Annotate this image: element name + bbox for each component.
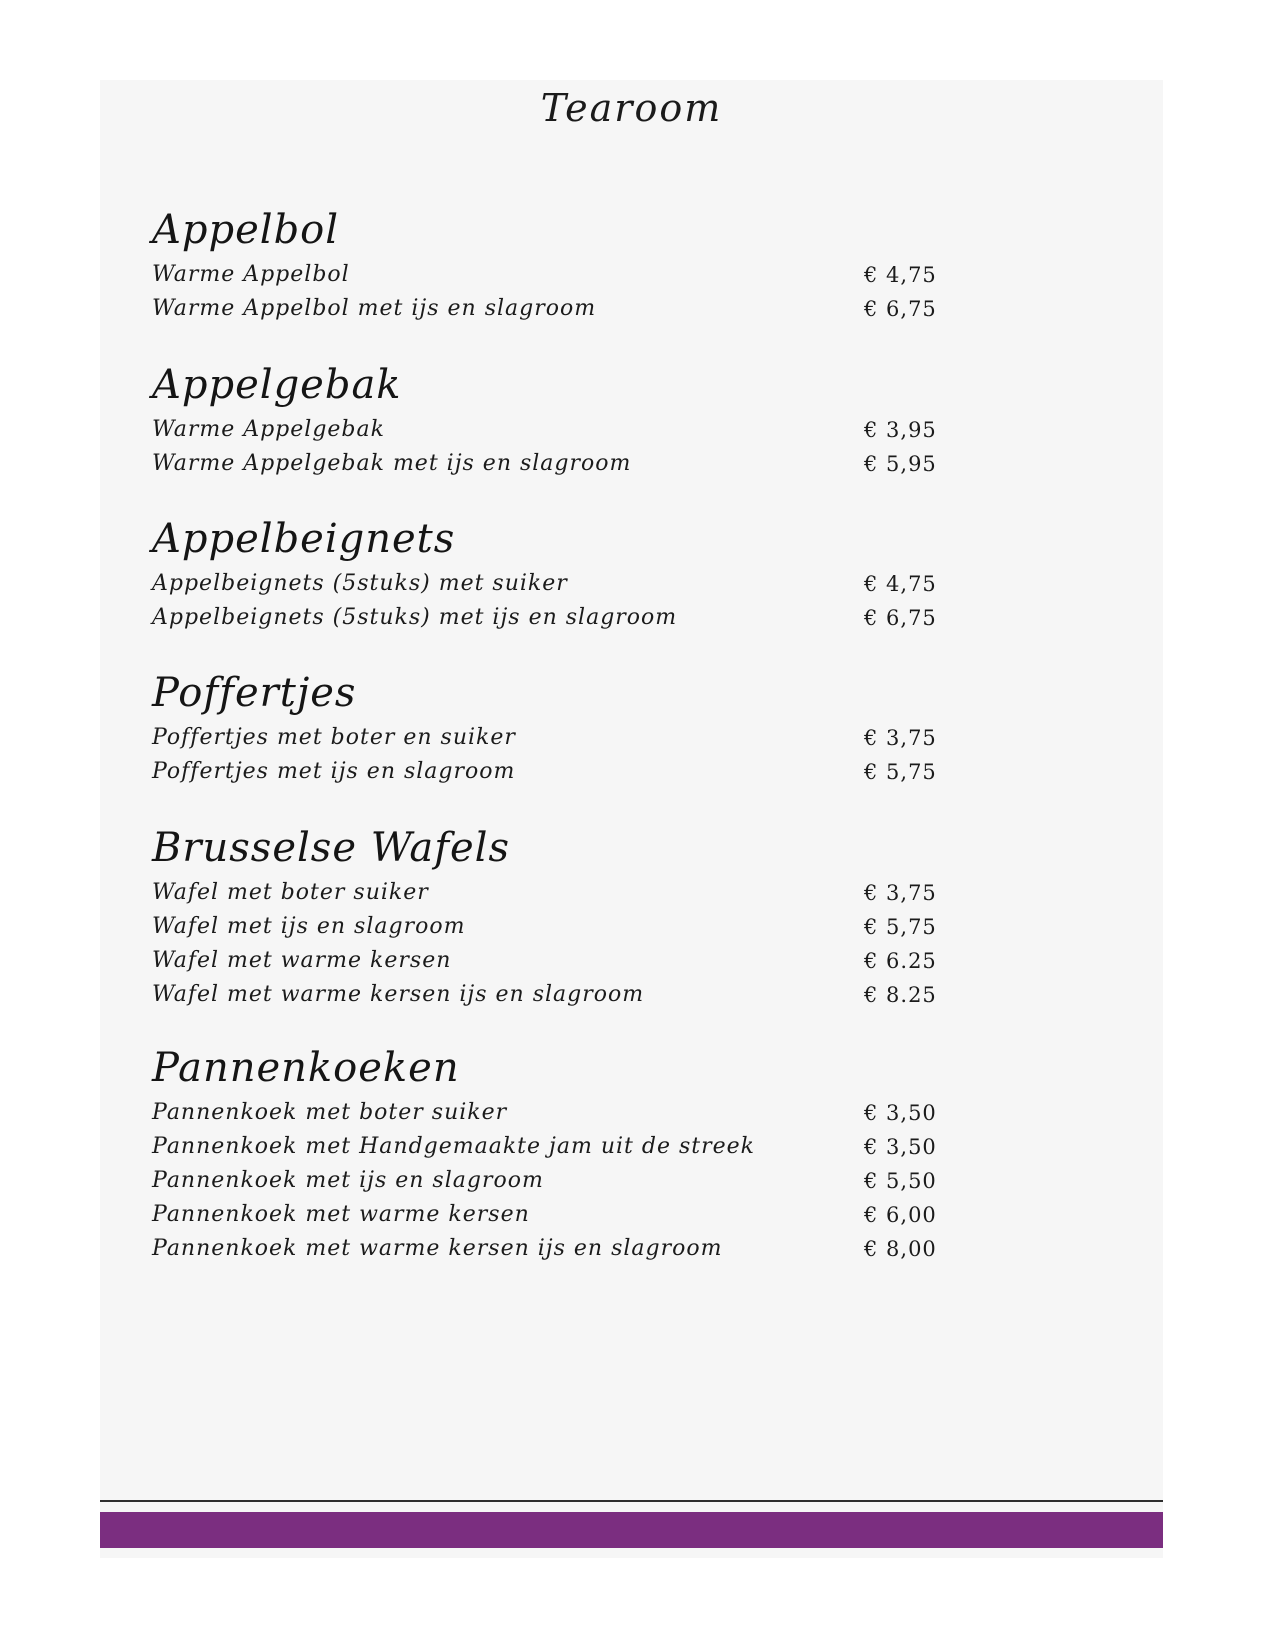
- item-name: Wafel met ijs en slagroom: [152, 914, 466, 939]
- item-price: € 3,95: [864, 418, 937, 442]
- menu-item: [152, 258, 1052, 292]
- menu-item: [152, 910, 1052, 944]
- menu-item: [152, 292, 1052, 326]
- item-price: € 4,75: [864, 263, 937, 287]
- section-heading: Pannenkoeken: [152, 1045, 460, 1091]
- item-name: Pannenkoek met ijs en slagroom: [152, 1168, 544, 1193]
- item-price: € 6,75: [864, 606, 937, 630]
- menu-item: [152, 1096, 1052, 1130]
- section-brusselse-wafels: [152, 820, 1052, 1012]
- item-price: € 3,75: [864, 726, 937, 750]
- item-price: € 6,00: [864, 1203, 937, 1227]
- menu-item: [152, 944, 1052, 978]
- section-heading: Brusselse Wafels: [152, 825, 510, 871]
- item-name: Poffertjes met boter en suiker: [152, 725, 516, 750]
- item-price: € 3,75: [864, 881, 937, 905]
- item-price: € 8,00: [864, 1237, 937, 1261]
- item-price: € 6.25: [864, 949, 937, 973]
- page-title: Tearoom: [540, 86, 723, 130]
- item-name: Pannenkoek met warme kersen: [152, 1202, 530, 1227]
- item-name: Wafel met warme kersen: [152, 948, 452, 973]
- item-price: € 5,75: [864, 915, 937, 939]
- item-name: Poffertjes met ijs en slagroom: [152, 759, 516, 784]
- menu-item: [152, 1130, 1052, 1164]
- section-heading: Appelbol: [152, 207, 340, 253]
- item-price: € 3,50: [864, 1135, 937, 1159]
- item-price: € 4,75: [864, 572, 937, 596]
- menu-item: [152, 413, 1052, 447]
- menu-item: [152, 447, 1052, 481]
- menu-item: [152, 721, 1052, 755]
- section-heading: Appelgebak: [152, 362, 402, 408]
- footer-band: [100, 1512, 1163, 1548]
- menu-item: [152, 1232, 1052, 1266]
- section-poffertjes: [152, 665, 1052, 789]
- item-name: Wafel met boter suiker: [152, 880, 429, 905]
- menu-item: [152, 567, 1052, 601]
- item-name: Warme Appelbol: [152, 262, 350, 287]
- menu-item: [152, 978, 1052, 1012]
- item-name: Warme Appelgebak: [152, 417, 385, 442]
- item-name: Pannenkoek met Handgemaakte jam uit de streek: [152, 1134, 755, 1159]
- menu-item: [152, 601, 1052, 635]
- menu-item: [152, 1198, 1052, 1232]
- section-appelgebak: [152, 357, 1052, 481]
- item-name: Pannenkoek met warme kersen ijs en slagroom: [152, 1236, 723, 1261]
- item-name: Wafel met warme kersen ijs en slagroom: [152, 982, 645, 1007]
- section-pannenkoeken: [152, 1040, 1052, 1266]
- menu-item: [152, 755, 1052, 789]
- item-name: Appelbeignets (5stuks) met ijs en slagroom: [152, 605, 678, 630]
- footer-divider: [100, 1500, 1163, 1502]
- menu-item: [152, 1164, 1052, 1198]
- section-heading: Poffertjes: [152, 670, 357, 716]
- item-price: € 6,75: [864, 297, 937, 321]
- item-name: Warme Appelgebak met ijs en slagroom: [152, 451, 632, 476]
- menu-item: [152, 876, 1052, 910]
- section-heading: Appelbeignets: [152, 516, 456, 562]
- item-price: € 5,95: [864, 452, 937, 476]
- section-appelbol: [152, 202, 1052, 326]
- item-name: Pannenkoek met boter suiker: [152, 1100, 508, 1125]
- item-name: Appelbeignets (5stuks) met suiker: [152, 571, 568, 596]
- item-price: € 8.25: [864, 983, 937, 1007]
- item-name: Warme Appelbol met ijs en slagroom: [152, 296, 597, 321]
- item-price: € 3,50: [864, 1101, 937, 1125]
- menu-page: [100, 80, 1163, 1558]
- section-appelbeignets: [152, 511, 1052, 635]
- item-price: € 5,50: [864, 1169, 937, 1193]
- item-price: € 5,75: [864, 760, 937, 784]
